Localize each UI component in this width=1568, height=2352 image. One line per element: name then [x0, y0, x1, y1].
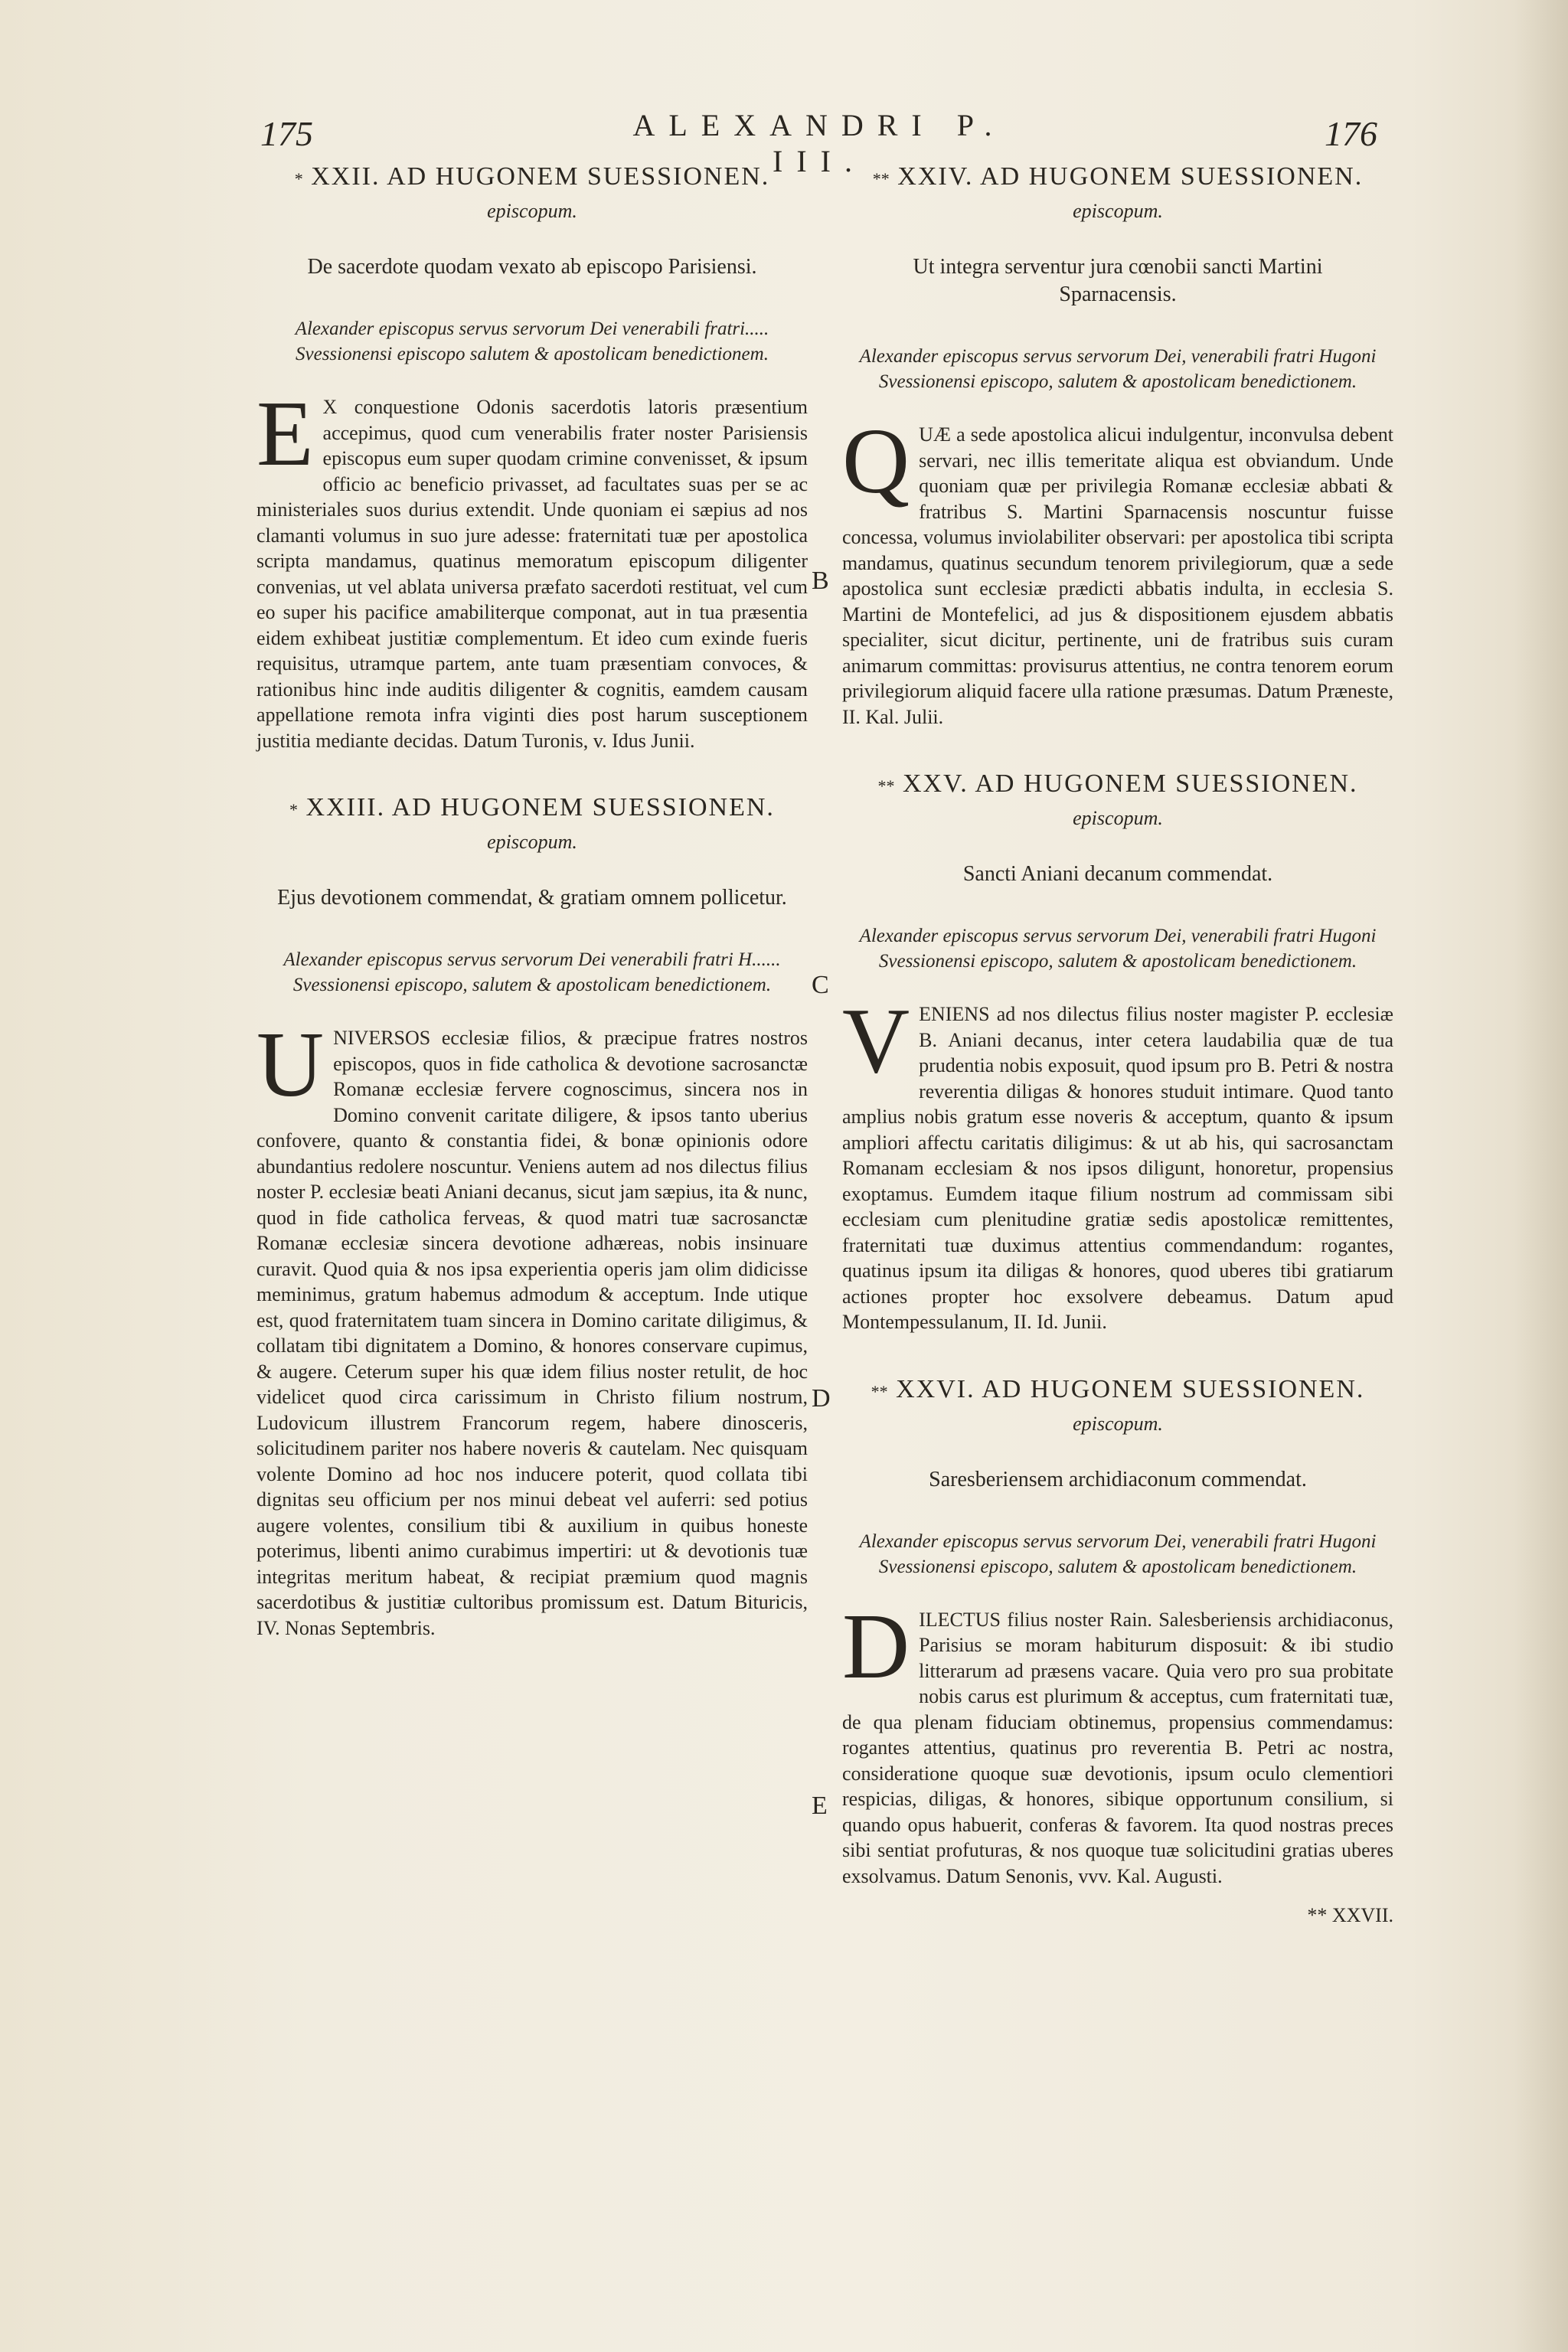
- letter-subheading: episcopum.: [1073, 200, 1163, 222]
- letter-xxv: [842, 768, 1393, 1335]
- asterisk-mark: **: [872, 169, 890, 188]
- letter-body: [842, 989, 1393, 1335]
- letter-xxiii: [256, 792, 808, 1641]
- letter-xxiv: [842, 161, 1393, 730]
- letter-body-text: UÆ a sede apostolica alicui indulgentur, inconvulsa debent servari, nec illis temeritate aliqua est obviandum. Unde quoniam quæ per privilegia Romanæ ecclesiæ abbati & fratribus S. Martini Sparnacensis noscuntur fuisse concessa, volumus inviolabiliter observari: per apostolica tibi scripta mandamus, quatinus secundum tenorem privilegiorum, quæ a sede apostolica sunt ecclesiæ prædicti abbatis indulta, in ecclesia S. Martini de Montefelici, ad jus & dispositionem ejusdem abbatis specialiter, sicut dicitur, pertinente, uni de fratribus suis curam animarum committas: provisurus attentius, ne contra tenorem eorum privilegiorum aliquid facere ulla ratione præsumas. Datum Præneste, II. Kal. Julii.: [842, 423, 1393, 728]
- letter-salutation: Alexander episcopus servus servorum Dei, venerabili fratri Hugoni Svessionensi episcopo, salutem & apostolicam benedictionem.: [859, 926, 1377, 972]
- letter-subheading: episcopum.: [487, 831, 577, 853]
- right-column: [842, 161, 1393, 1927]
- letter-subheading: episcopum.: [487, 200, 577, 222]
- margin-letter-c: C: [812, 971, 829, 999]
- left-column: [256, 161, 808, 1679]
- letter-salutation: Alexander episcopus servus servorum Dei venerabili fratri..... Svessionensi episcopo salutem & apostolicam benedictionem.: [295, 318, 769, 364]
- heading-text: XXIV. AD HUGONEM SUESSIONEN.: [897, 162, 1364, 191]
- letter-salutation: Alexander episcopus servus servorum Dei, venerabili fratri Hugoni Svessionensi episcopo, salutem & apostolicam benedictionem.: [859, 1530, 1377, 1577]
- letter-heading: [842, 1374, 1393, 1408]
- letter-body: [842, 1594, 1393, 1890]
- heading-text: XXII. AD HUGONEM SUESSIONEN.: [311, 162, 770, 191]
- letter-xxvi: [842, 1374, 1393, 1890]
- letter-body-text: X conquestione Odonis sacerdotis latoris præsentium accepimus, quod cum venerabilis frater noster Parisiensis episcopus eum super quodam crimine convenisset, & ipsum officio ac beneficio privasset, ad facultates suas per se ac ministeriales suos durius extendit. Unde quoniam ei sæpius ad nos clamanti volumus in suo jure adesse: fraternitati tuæ per apostolica scripta mandamus, quatinus memoratum episcopum diligenter convenias, ut vel ablata universa præfato sacerdoti restituat, vel cum eo super his pacifice amabiliterque componat, aut in tua præsentia eidem exhibeat justitiæ complementum. Et ideo cum exinde fueris requisitus, utramque partem, ante tuam præsentiam convoces, & rationibus hinc inde auditis diligenter & cognitis, eamdem causam appellatione remota infra viginti dies post harum susceptionem justitia mediante decidas. Datum Turonis, v. Idus Junii.: [256, 396, 808, 752]
- letter-body-text: ILECTUS filius noster Rain. Salesberiensis archidiaconus, Parisius se moram habiturum disposuit: & ibi studio litterarum ad præsens vacare. Quia vero pro sua probitate nobis carus est plurimum & acceptus, cum fraternitati tuæ, de qua plenam fiduciam obtinemus, propensius commendamus: rogantes attentius, quatinus pro reverentia B. Petri ac nostra, consideratione quoque suæ devotionis, ipsum oculo clementiori respicias, diligas, & honores, sibique opportunum consilium, si quando opus habuerit, conferas & favorem. Ita quod nostras preces sibi sentiat profuturas, & nos quoque tuæ solicitudini gratias uberes exsolvamus. Datum Senonis, vvv. Kal. Augusti.: [842, 1608, 1393, 1887]
- letter-salutation: Alexander episcopus servus servorum Dei, venerabili fratri Hugoni Svessionensi episcopo, salutem & apostolicam benedictionem.: [859, 346, 1377, 392]
- letter-body-text: NIVERSOS ecclesiæ filios, & præcipue fratres nostros episcopos, quos in fide catholica & devotione sacrosanctæ Romanæ ecclesiæ fervere cognoscimus, sincera nos in Domino convenit caritate diligere, & ipsos tanto uberius confovere, quanto & constantia fidei, & bonæ opinionis odore abundantius redolere noscuntur. Veniens autem ad nos dilectus filius noster P. ecclesiæ beati Aniani decanus, sicut jam sæpius, ita & nunc, quod in fide catholica ferveas, & quod matri tuæ sacrosanctæ Romanæ ecclesiæ sincera devotione adhæreas, nobis insinuare curavit. Quod quia & nos ipsa experientia operis jam olim didicisse meminimus, gratum habemus admodum & acceptum. Inde utique est, quod fraternitatem tuam sincera in Domino caritate diligimus, & collatam tibi dignitatem a Domino, & honores conservare cupimus, & augere. Ceterum super his quæ idem filius noster retulit, de hoc videlicet quod circa carissimum in Christo filium nostrum, Ludovicum illustrem Francorum regem, habere dinosceris, solicitudinem pariter nos habere noveris & cautelam. Nec quisquam volente Domino ad hoc nos inducere poterit, quod collata tibi dignitas seu officium per nos minui debeat vel auferri: sed potius augere volentes, consilium tibi & auxilium in quibus honeste poterimus, libenti animo curabimus impertiri: ut & devotionis tuæ integritas meritum habeat, & recipiat præmium quod magnis sacerdotibus & justitiæ cultoribus promissum est. Datum Bituricis, IV. Nonas Septembris.: [256, 1027, 808, 1639]
- asterisk-mark: **: [871, 1381, 888, 1401]
- page-number-right: 176: [1325, 114, 1377, 153]
- letter-summary: Ut integra serventur jura cœnobii sancti Martini Sparnacensis.: [913, 255, 1323, 306]
- margin-letter-b: B: [812, 567, 829, 595]
- catchword: ** XXVII.: [1307, 1904, 1393, 1926]
- letter-xxii: [256, 161, 808, 753]
- heading-text: XXIII. AD HUGONEM SUESSIONEN.: [305, 793, 775, 822]
- letter-summary: Ejus devotionem commendat, & gratiam omnem pollicetur.: [277, 886, 787, 910]
- letter-summary: Saresberiensem archidiaconum commendat.: [929, 1467, 1307, 1491]
- letter-body: [842, 410, 1393, 730]
- margin-letter-e: E: [812, 1792, 828, 1820]
- drop-cap: E: [256, 382, 314, 485]
- letter-heading: [842, 768, 1393, 802]
- drop-cap: D: [842, 1594, 910, 1698]
- drop-cap: Q: [842, 410, 910, 513]
- letter-subheading: episcopum.: [1073, 807, 1163, 829]
- heading-text: XXV. AD HUGONEM SUESSIONEN.: [902, 769, 1358, 798]
- asterisk-mark: *: [294, 169, 303, 188]
- letter-body: [256, 382, 808, 753]
- page-number-left: 175: [260, 114, 313, 153]
- page-fold-shadow: [1514, 0, 1568, 2352]
- letter-subheading: episcopum.: [1073, 1412, 1163, 1435]
- letter-heading: [256, 792, 808, 826]
- letter-summary: De sacerdote quodam vexato ab episcopo Parisiensi.: [307, 255, 757, 279]
- drop-cap: U: [256, 1013, 325, 1116]
- letter-body: [256, 1013, 808, 1641]
- margin-letter-d: D: [812, 1384, 831, 1413]
- letter-summary: Sancti Aniani decanum commendat.: [962, 862, 1273, 886]
- letter-heading: [256, 161, 808, 195]
- asterisk-mark: *: [289, 800, 299, 819]
- running-head: ALEXANDRI P. III.: [632, 108, 1006, 178]
- drop-cap: V: [842, 989, 910, 1093]
- letter-heading: [842, 161, 1393, 195]
- asterisk-mark: **: [877, 776, 895, 795]
- letter-salutation: Alexander episcopus servus servorum Dei venerabili fratri H...... Svessionensi episcopo, salutem & apostolicam benedictionem.: [283, 949, 781, 995]
- heading-text: XXVI. AD HUGONEM SUESSIONEN.: [896, 1374, 1365, 1403]
- letter-body-text: ENIENS ad nos dilectus filius noster magister P. ecclesiæ B. Aniani decanus, inter cetera laudabilia quæ de tua prudentia nobis exposuit, quod ipsum pro B. Petri & nostra reverentia diligas & honores studuit intimare. Quod tanto amplius nobis gratum esse noveris & acceptum, quanto & ipsum ampliori affectu caritatis diligimus: & ut ab his, qui sacrosanctam Romanam ecclesiam & nos ipsos diligunt, honoretur, propensius exoptamus. Eumdem itaque filium nostrum ad commissam sibi ecclesiam cum plenitudine gratiæ sedis apostolicæ remittentes, fraternitati tuæ duximus attentius commendandum: rogantes, quatinus ipsum ita diligas & honores, quod uberes tibi gratiarum actiones propter hoc exsolvere debeamus. Datum apud Montempessulanum, II. Id. Junii.: [842, 1003, 1393, 1333]
